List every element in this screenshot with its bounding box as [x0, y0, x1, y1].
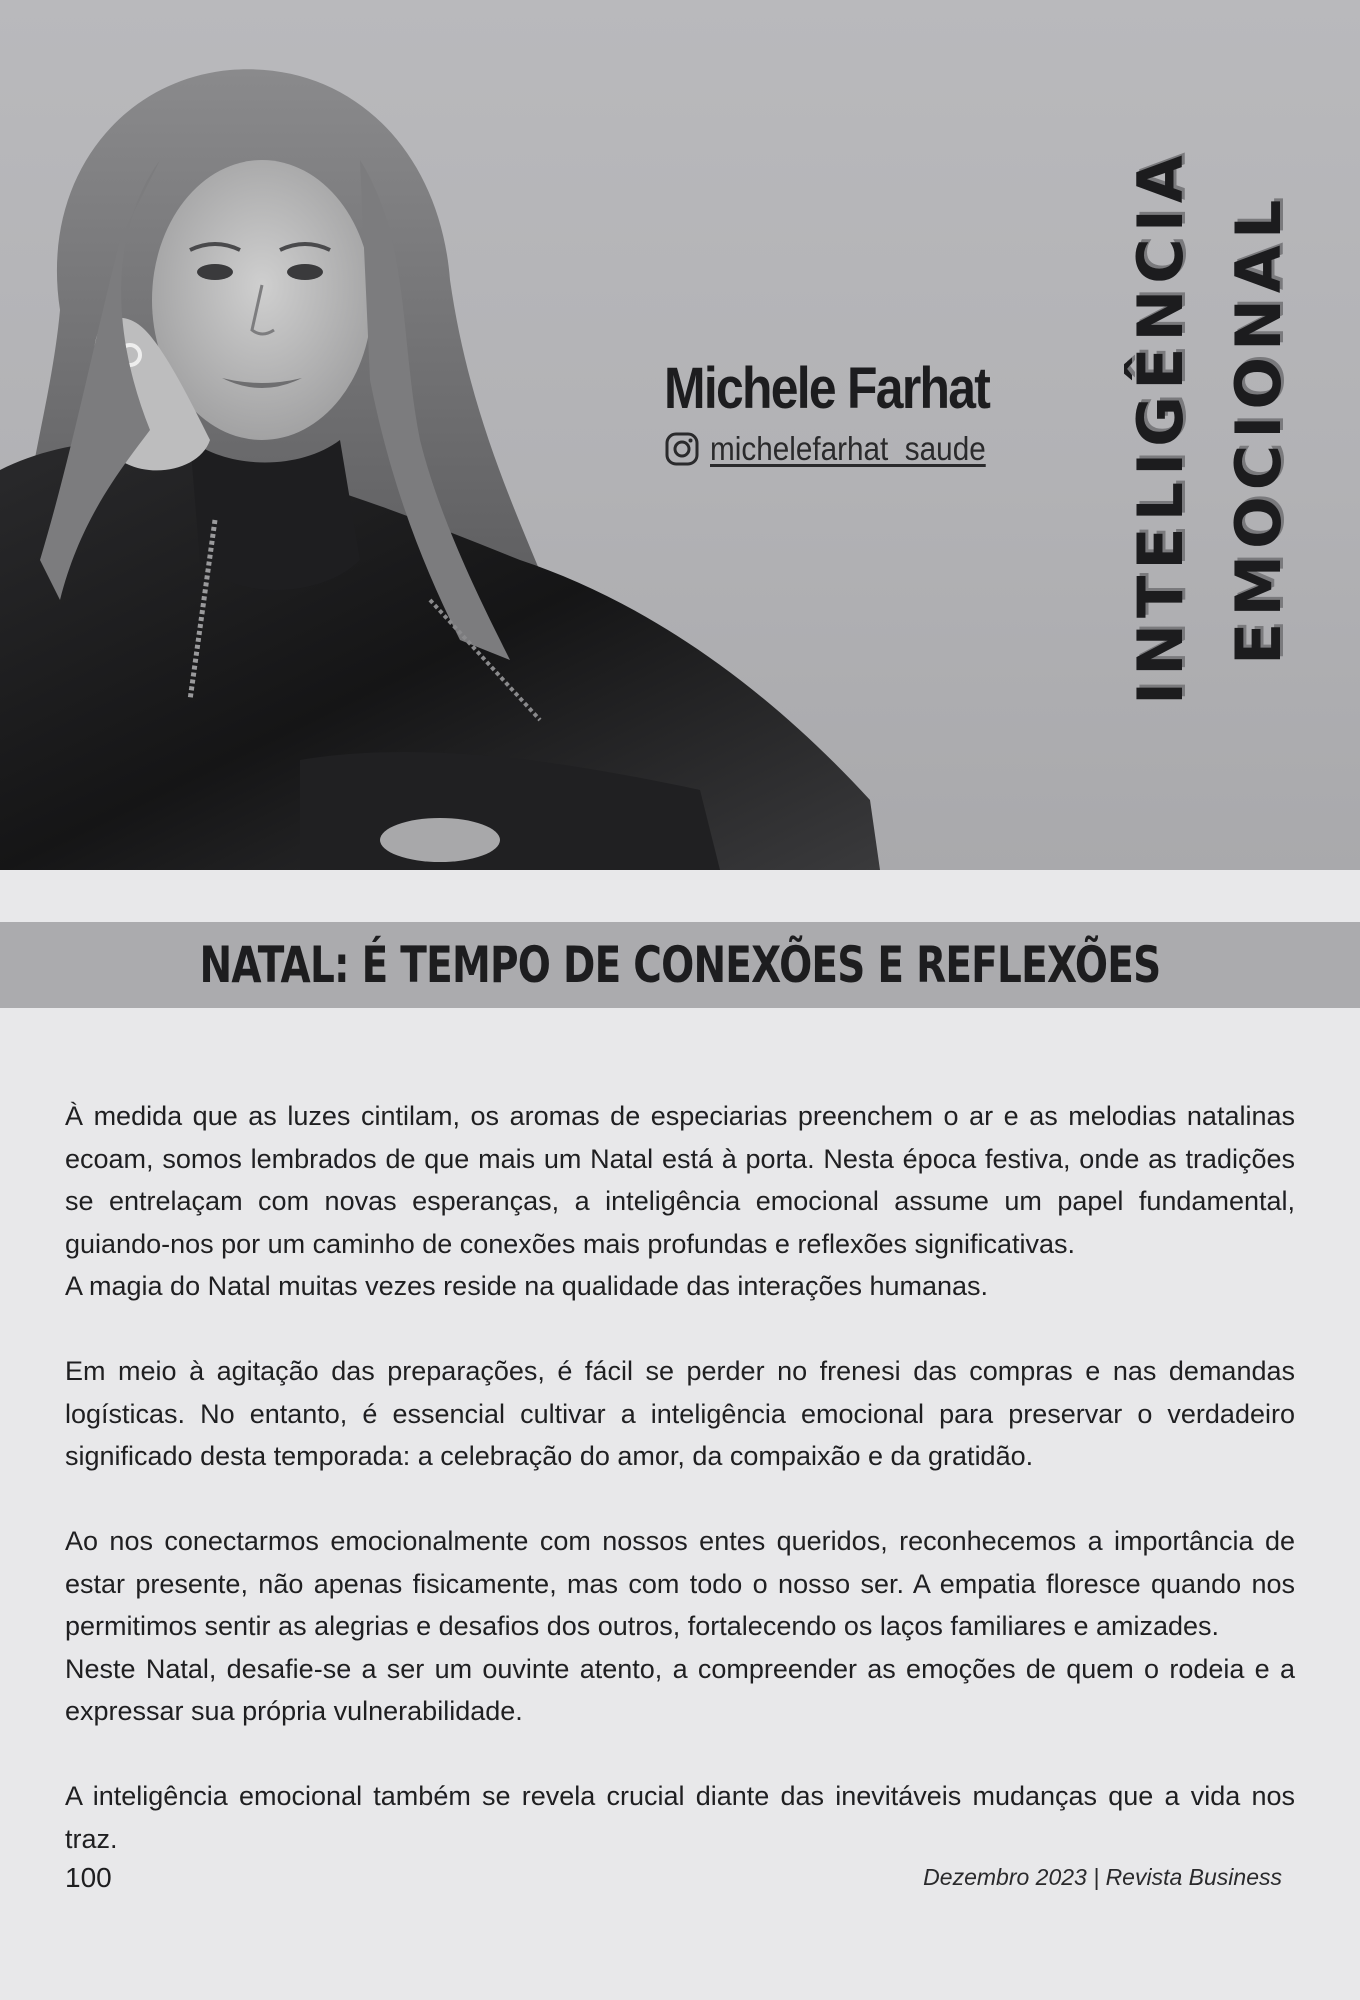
article-paragraph: Em meio à agitação das preparações, é fácil se perder no frenesi das compras e nas demandas logísticas. No entanto, é essencial cultivar a inteligência emocional para preservar o verdadeiro significado desta temporada: a celebração do amor, da compaixão e da gratidão. — [65, 1356, 1295, 1471]
article-body — [65, 1095, 1295, 1860]
footer-credit: Dezembro 2023 | Revista Business — [923, 1864, 1282, 1890]
title-band — [0, 922, 1360, 1008]
article-paragraph: Neste Natal, desafie-se a ser um ouvinte atento, a compreender as emoções de quem o rodeia e a expressar sua própria vulnerabilidade. — [65, 1653, 1295, 1726]
article-paragraph: Ao nos conectarmos emocionalmente com nossos entes queridos, reconhecemos a importância de estar presente, não apenas fisicamente, mas com todo o nosso ser. A empatia floresce quando nos permitimos sentir as alegrias e desafios dos outros, fortalecendo os laços familiares e amizades. — [65, 1526, 1295, 1641]
hero-banner — [0, 0, 1360, 870]
instagram-handle-text: michelefarhat_saude — [710, 430, 986, 467]
instagram-icon — [664, 431, 700, 467]
article-paragraph: A magia do Natal muitas vezes reside na qualidade das interações humanas. — [65, 1271, 989, 1301]
article-paragraph: A inteligência emocional também se revela crucial diante das inevitáveis mudanças que a vida nos traz. — [65, 1781, 1295, 1854]
author-name: Michele Farhat — [664, 356, 990, 421]
section-label — [1124, 149, 1320, 705]
section-label-line2: EMOCIONAL — [1222, 193, 1295, 665]
page-number: 100 — [65, 1862, 112, 1893]
section-label-line1: INTELIGÊNCIA — [1124, 149, 1197, 705]
article-title: NATAL: É TEMPO DE CONEXÕES E REFLEXÕES — [199, 936, 1161, 994]
article-paragraph: À medida que as luzes cintilam, os aromas de especiarias preenchem o ar e as melodias natalinas ecoam, somos lembrados de que mais um Natal está à porta. Nesta época festiva, onde as tradições se entrelaçam com novas esperanças, a inteligência emocional assume um papel fundamental, guiando-nos por um caminho de conexões mais profundas e reflexões significativas. — [65, 1101, 1295, 1259]
instagram-handle-link[interactable] — [664, 427, 1016, 471]
